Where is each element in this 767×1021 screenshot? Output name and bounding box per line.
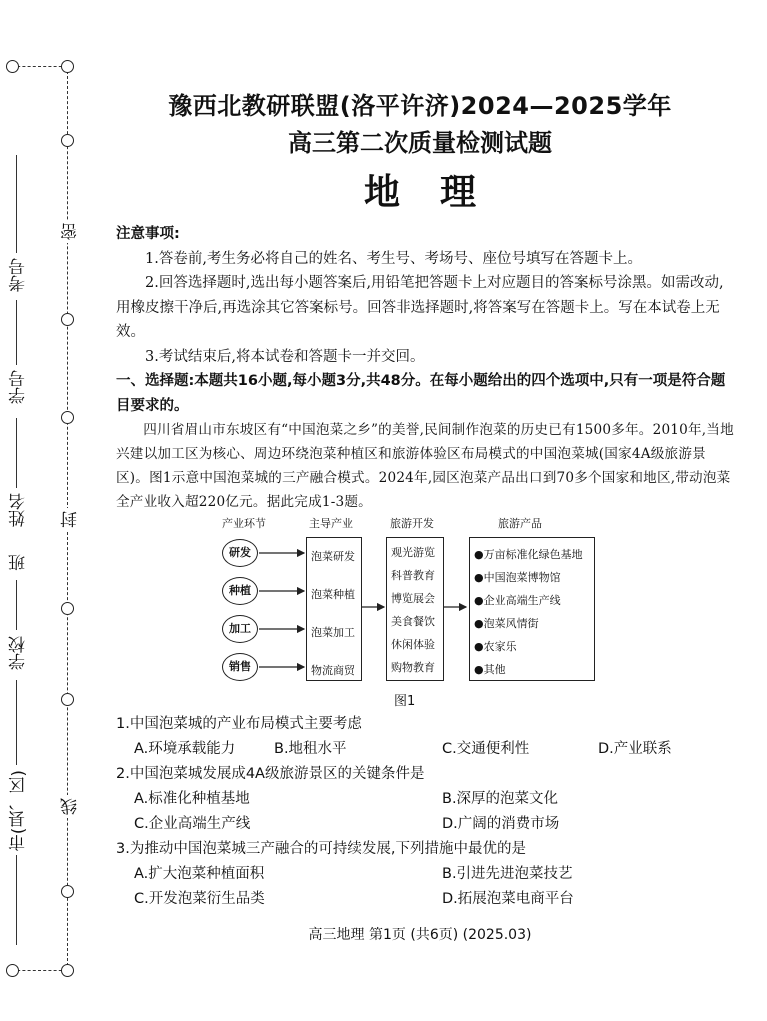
field-line xyxy=(16,300,17,365)
notice-heading: 注意事项: xyxy=(116,226,180,242)
option: D.拓展泡菜电商平台 xyxy=(442,891,574,907)
field-school: 学校 xyxy=(9,636,29,670)
industry-item: 泡菜种植 xyxy=(311,588,355,601)
exam-subtitle: 高三第二次质量检测试题 xyxy=(288,129,552,157)
link-node: 种植 xyxy=(222,577,258,605)
notice-item: 2.回答选择题时,选出每小题答案后,用铅笔把答题卡上对应题目的答案标号涂黑。如需改动,用橡皮擦干净后,再选涂其它答案标号。回答非选择题时,将答案写在答题卡上。写在本试卷上无效。 xyxy=(116,275,724,340)
field-class: 班 xyxy=(9,554,29,571)
product-item: ●中国泡菜博物馆 xyxy=(474,571,561,584)
industry-item: 泡菜研发 xyxy=(311,550,355,563)
option: B.深厚的泡菜文化 xyxy=(442,791,559,807)
industry-item: 泡菜加工 xyxy=(311,626,355,639)
notice-item: 1.答卷前,考生务必将自己的姓名、考生号、考场号、座位号填写在答题卡上。 xyxy=(145,250,642,267)
diagram-header: 主导产业 xyxy=(309,517,353,530)
ring-icon xyxy=(61,60,74,73)
reading-passage: 四川省眉山市东坡区有“中国泡菜之乡”的美誉,民间制作泡菜的历史已有1500多年。2010年,当地兴建以加工区为核心、周边环绕泡菜种植区和旅游体验区布局模式的中国泡菜城(国家4A级旅游景区)。图1示意中国泡菜城的三产融合模式。2024年,园区泡菜产品出口到70多个国家和地区,带动泡菜全产业收入超220亿元。据此完成1-3题。 xyxy=(116,422,734,510)
diagram-header: 旅游产品 xyxy=(498,517,542,530)
tourism-item: 科普教育 xyxy=(391,569,435,582)
question-options xyxy=(116,787,736,812)
ring-icon xyxy=(61,693,74,706)
industry-box xyxy=(306,537,362,681)
instructions-block xyxy=(116,222,736,514)
margin-dash-bottom xyxy=(12,970,67,971)
ring-icon xyxy=(61,964,74,977)
margin-dash-top xyxy=(12,66,67,67)
option: A.环境承载能力 xyxy=(134,741,236,757)
option: D.广阔的消费市场 xyxy=(442,816,560,832)
diagram-header: 产业环节 xyxy=(222,517,266,530)
notice-item: 3.考试结束后,将本试卷和答题卡一并交回。 xyxy=(145,348,425,365)
page-footer: 高三地理 第1页 (共6页) (2025.03) xyxy=(308,927,532,943)
option: C.企业高端生产线 xyxy=(134,816,251,832)
cut-label-feng: 封 xyxy=(58,508,83,531)
tourism-item: 美食餐饮 xyxy=(391,615,435,628)
field-line xyxy=(16,580,17,630)
tourism-item: 观光游览 xyxy=(391,546,435,559)
ring-icon xyxy=(6,60,19,73)
field-line xyxy=(16,855,17,945)
option: C.交通便利性 xyxy=(442,741,530,757)
link-node: 销售 xyxy=(222,653,258,681)
question-stem: 3.为推动中国泡菜城三产融合的可持续发展,下列措施中最优的是 xyxy=(116,841,526,857)
binding-margin xyxy=(0,0,90,1021)
question-stem: 1.中国泡菜城的产业布局模式主要考虑 xyxy=(116,716,362,732)
tourism-item: 博览展会 xyxy=(391,592,435,605)
question-options xyxy=(116,887,736,912)
field-student-number: 学号 xyxy=(9,370,29,404)
field-line xyxy=(16,680,17,765)
ring-icon xyxy=(61,134,74,147)
ring-icon xyxy=(6,964,19,977)
products-box xyxy=(469,537,595,681)
product-item: ●万亩标准化绿色基地 xyxy=(474,548,583,561)
ring-icon xyxy=(61,602,74,615)
question-options xyxy=(116,737,736,762)
question-options xyxy=(116,812,736,837)
product-item: ●其他 xyxy=(474,663,506,676)
question-options xyxy=(116,862,736,887)
option: A.标准化种植基地 xyxy=(134,791,250,807)
option: B.地租水平 xyxy=(274,741,347,757)
section-heading: 一、选择题:本题共16小题,每小题3分,共48分。在每小题给出的四个选项中,只有一项是符合题目要求的。 xyxy=(116,373,726,414)
link-node: 研发 xyxy=(222,539,258,567)
ring-icon xyxy=(61,313,74,326)
ring-icon xyxy=(61,885,74,898)
cut-label-mi: 密 xyxy=(58,220,83,243)
figure-caption: 图1 xyxy=(394,694,416,709)
subject-title: 地理 xyxy=(363,171,516,213)
product-item: ●农家乐 xyxy=(474,640,517,653)
field-city: 市(县、区) xyxy=(9,770,29,852)
option: D.产业联系 xyxy=(598,741,672,757)
option: A.扩大泡菜种植面积 xyxy=(134,866,265,882)
option: C.开发泡菜衍生品类 xyxy=(134,891,265,907)
industry-item: 物流商贸 xyxy=(311,664,355,677)
cut-label-xian: 线 xyxy=(58,795,83,818)
exam-title: 豫西北教研联盟(洛平许济)2024—2025学年 xyxy=(168,92,672,120)
ring-icon xyxy=(61,411,74,424)
questions-block xyxy=(116,712,736,912)
field-line xyxy=(16,418,17,488)
link-node: 加工 xyxy=(222,615,258,643)
tourism-item: 休闲体验 xyxy=(391,638,435,651)
question-stem: 2.中国泡菜城发展成4A级旅游景区的关键条件是 xyxy=(116,766,425,782)
tourism-box xyxy=(386,537,444,681)
option: B.引进先进泡菜技艺 xyxy=(442,866,573,882)
tourism-item: 购物教育 xyxy=(391,661,435,674)
product-item: ●泡菜风情街 xyxy=(474,617,539,630)
field-name: 姓名 xyxy=(9,493,29,527)
product-item: ●企业高端生产线 xyxy=(474,594,561,607)
diagram-header: 旅游开发 xyxy=(390,517,434,530)
field-exam-number: 考号 xyxy=(9,258,29,292)
figure-1-diagram xyxy=(214,513,614,683)
field-line xyxy=(16,155,17,253)
